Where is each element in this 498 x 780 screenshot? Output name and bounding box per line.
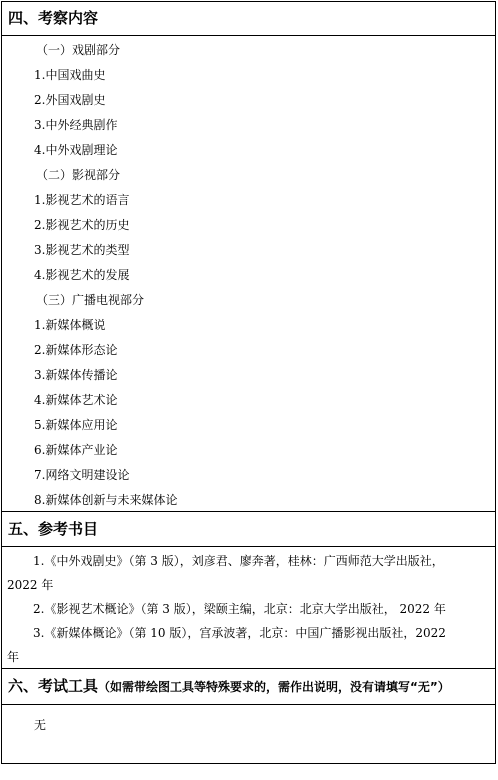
list-item: 4.新媒体艺术论 bbox=[34, 393, 118, 407]
list-item: 2.影视艺术的历史 bbox=[34, 218, 130, 232]
list-item: 8.新媒体创新与未来媒体论 bbox=[34, 493, 178, 507]
list-item: 6.新媒体产业论 bbox=[34, 443, 118, 457]
exam-tools-answer: 无 bbox=[34, 718, 47, 732]
list-item: 3.新媒体传播论 bbox=[34, 368, 118, 382]
list-item: 4.影视艺术的发展 bbox=[34, 268, 130, 282]
list-item: 5.新媒体应用论 bbox=[34, 418, 118, 432]
list-item: 4.中外戏剧理论 bbox=[34, 143, 118, 157]
list-item: （二）影视部分 bbox=[36, 168, 121, 182]
section-5-header bbox=[1, 511, 496, 547]
section-5-title: 五、参考书目 bbox=[8, 520, 99, 538]
list-item: （一）戏剧部分 bbox=[36, 43, 121, 57]
list-item: 2.外国戏剧史 bbox=[34, 93, 106, 107]
reference-1-text: 1.《中外戏剧史》（第 3 版），刘彦君、廖奔著，桂林：广西师范大学出版社， bbox=[33, 554, 444, 568]
list-item: 2.新媒体形态论 bbox=[34, 343, 118, 357]
list-item: 1.影视艺术的语言 bbox=[34, 193, 130, 207]
reference-line bbox=[1, 549, 498, 573]
section-6-header bbox=[1, 668, 496, 705]
section-4-header bbox=[1, 1, 496, 36]
list-item: 1.中国戏曲史 bbox=[34, 68, 106, 82]
list-item: 3.影视艺术的类型 bbox=[34, 243, 130, 257]
section-6-note: （如需带绘图工具等特殊要求的，需作出说明，没有请填写“无”） bbox=[98, 680, 450, 694]
list-item: 3.中外经典剧作 bbox=[34, 118, 118, 132]
list-item: （三）广播电视部分 bbox=[36, 293, 145, 307]
reference-line: 年 bbox=[7, 650, 20, 664]
list-item: 1.新媒体概说 bbox=[34, 318, 106, 332]
reference-line: 3.《新媒体概论》（第 10 版），宫承波著，北京：中国广播影视出版社，2022 bbox=[33, 626, 446, 640]
reference-line: 2.《影视艺术概论》（第 3 版），梁颐主编，北京：北京大学出版社， 2022 年 bbox=[33, 602, 446, 616]
reference-line: 2022 年 bbox=[7, 578, 54, 592]
list-item: 7.网络文明建设论 bbox=[34, 468, 130, 482]
section-4-title: 四、考察内容 bbox=[8, 9, 99, 27]
section-6-title: 六、考试工具 bbox=[8, 677, 99, 695]
